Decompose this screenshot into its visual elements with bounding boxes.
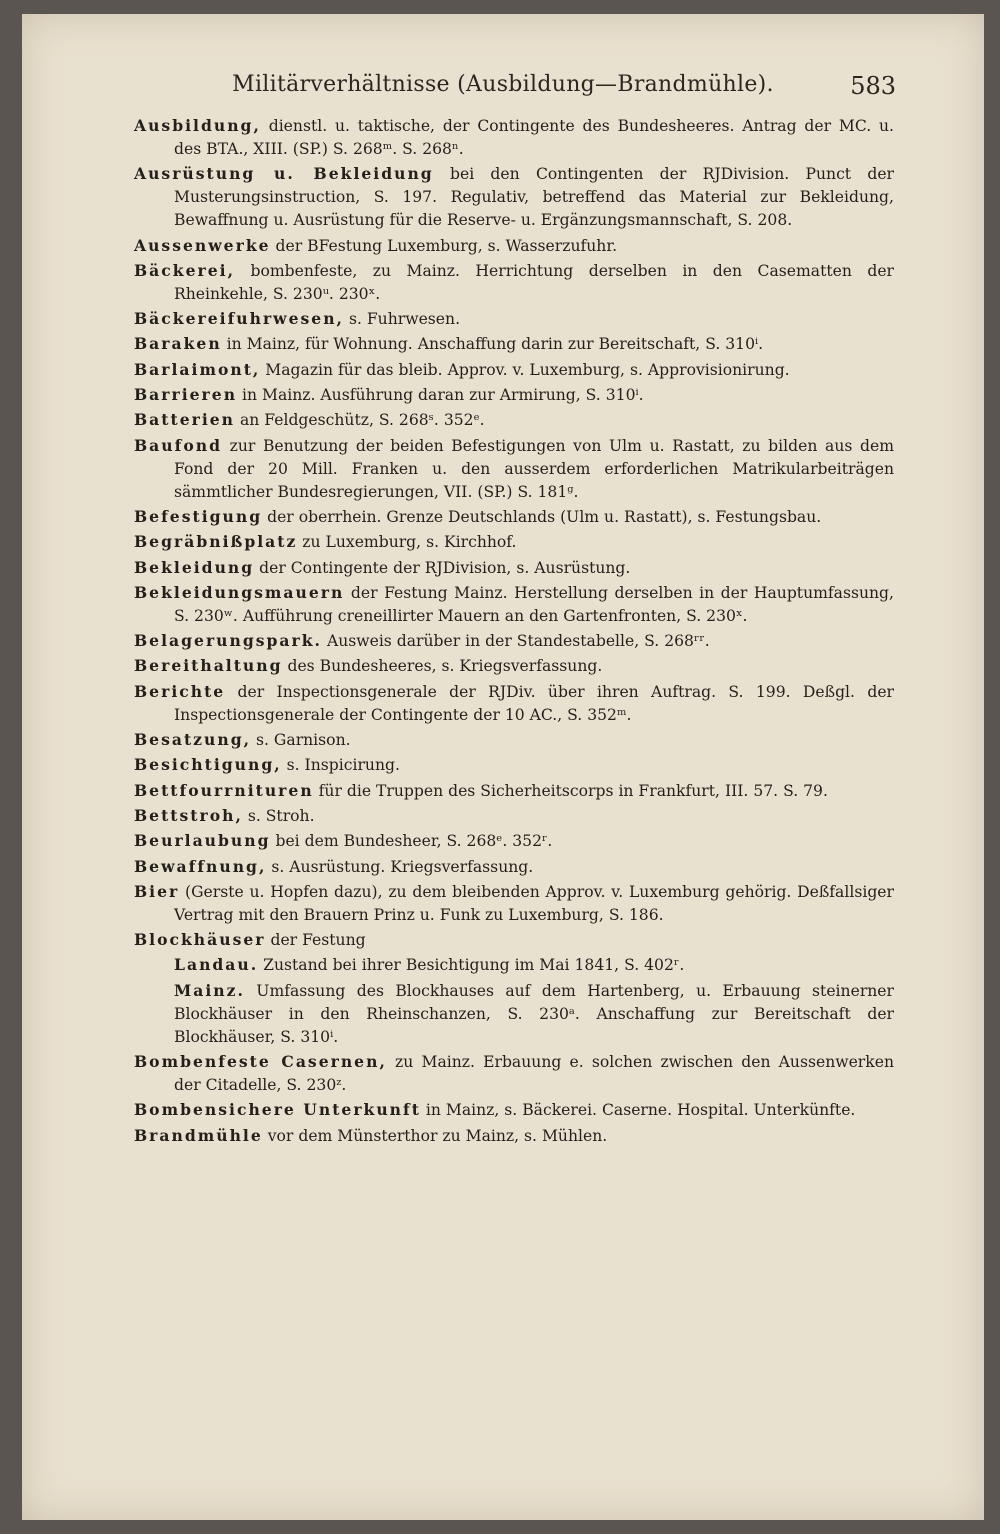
entry-text: dienstl. u. taktische, der Contingente des Bundesheeres. Antrag der MC. u. des BTA., XIII. (SP.) S. 268ᵐ. S. 268ⁿ. <box>174 117 894 158</box>
entry-text: zur Benutzung der beiden Befestigungen von Ulm u. Rastatt, zu bilden aus dem Fond der 20 Mill. Franken u. den ausserdem erforderlichen Matrikularbeiträgen sämmtlicher Bundesregierungen, VII. (SP.) S. 181ᵍ. <box>174 436 894 501</box>
entry-term: Baraken <box>134 334 222 354</box>
entry-term: Ausbildung, <box>134 116 261 135</box>
index-entry <box>134 307 894 331</box>
entry-text: bei den Contingenten der RJDivision. Punct der Musterungsinstruction, S. 197. Regulativ, betreffend das Material zur Bekleidung, Bewaffnung u. Ausrüstung für die Reserve- u. Ergänzungsmannschaft, S. 208. <box>174 165 894 230</box>
entry-term: Barlaimont, <box>134 359 261 379</box>
index-entry <box>134 629 894 653</box>
entry-term: Aussenwerke <box>134 235 271 255</box>
entry-term: Bekleidungsmauern <box>134 582 345 602</box>
entry-term: Brandmühle <box>134 1125 263 1145</box>
index-entries <box>134 114 894 1149</box>
entry-text: Magazin für das bleib. Approv. v. Luxemburg, s. Approvisionirung. <box>260 360 790 379</box>
entry-term: Bereithaltung <box>134 656 283 676</box>
entry-text: in Mainz, für Wohnung. Anschaffung darin zur Bereitschaft, S. 310ⁱ. <box>221 335 764 354</box>
entry-text: in Mainz. Ausführung daran zur Armirung, S. 310ⁱ. <box>237 386 644 405</box>
index-entry <box>134 581 894 628</box>
entry-text: zu Mainz. Erbauung e. solchen zwischen den Aussenwerken der Citadelle, S. 230ᶻ. <box>174 1053 894 1095</box>
index-entry <box>134 928 894 952</box>
entry-term: Barrieren <box>134 385 238 405</box>
index-entry <box>134 162 894 232</box>
entry-text: s. Stroh. <box>242 806 315 825</box>
index-entry <box>134 804 894 828</box>
entry-text: für die Truppen des Sicherheitscorps in Frankfurt, III. 57. S. 79. <box>313 781 828 800</box>
index-entry <box>134 332 894 356</box>
page-header <box>22 72 984 108</box>
entry-text: der Contingente der RJDivision, s. Ausrüstung. <box>254 558 631 577</box>
index-entry <box>134 753 894 777</box>
entry-text: an Feldgeschütz, S. 268ˢ. 352ᵉ. <box>235 411 485 430</box>
entry-term: Bettfourrnituren <box>134 780 314 800</box>
entry-text: vor dem Münsterthor zu Mainz, s. Mühlen. <box>262 1126 608 1145</box>
entry-text: zu Luxemburg, s. Kirchhof. <box>297 533 517 552</box>
entry-text: Zustand bei ihrer Besichtigung im Mai 1841, S. 402ʳ. <box>258 956 685 975</box>
entry-term: Ausrüstung u. Bekleidung <box>134 164 434 184</box>
entry-term: Batterien <box>134 410 236 430</box>
index-entry <box>134 556 894 580</box>
entry-text: in Mainz, s. Bäckerei. Caserne. Hospital. Unterkünfte. <box>420 1101 856 1120</box>
index-entry <box>134 530 894 554</box>
entry-term: Landau. <box>174 955 259 975</box>
entry-term: Baufond <box>134 435 222 455</box>
entry-text: der BFestung Luxemburg, s. Wasserzufuhr. <box>270 236 618 255</box>
index-entry <box>134 408 894 432</box>
index-entry <box>134 880 894 927</box>
entry-text: (Gerste u. Hopfen dazu), zu dem bleibenden Approv. v. Luxemburg gehörig. Deßfallsiger Vertrag mit den Brauern Prinz u. Funk zu Luxemburg, S. 186. <box>174 882 894 924</box>
entry-text: s. Garnison. <box>251 731 351 750</box>
entry-text: der oberrhein. Grenze Deutschlands (Ulm u. Rastatt), s. Festungsbau. <box>262 507 822 526</box>
entry-term: Besatzung, <box>134 730 252 750</box>
index-entry <box>134 680 894 727</box>
index-entry <box>134 434 894 504</box>
book-page <box>22 14 984 1520</box>
index-entry <box>134 855 894 879</box>
entry-text: s. Inspicirung. <box>281 756 400 775</box>
entry-text: Umfassung des Blockhauses auf dem Hartenberg, u. Erbauung steinerner Blockhäuser in den Rheinschanzen, S. 230ᵃ. Anschaffung zur Bereitschaft der Blockhäuser, S. 310ⁱ. <box>174 981 894 1046</box>
entry-term: Berichte <box>134 681 226 701</box>
entry-text: der Festung <box>265 931 366 950</box>
entry-text: des Bundesheeres, s. Kriegsverfassung. <box>282 657 603 676</box>
entry-text: bombenfeste, zu Mainz. Herrichtung derselben in den Casematten der Rheinkehle, S. 230ᵘ. 230ˣ. <box>174 261 894 303</box>
entry-term: Bekleidung <box>134 557 255 577</box>
entry-term: Bäckereifuhrwesen, <box>134 309 344 329</box>
index-entry <box>134 829 894 853</box>
entry-text: Ausweis darüber in der Standestabelle, S. 268ʳʳ. <box>321 632 710 651</box>
entry-term: Bewaffnung, <box>134 856 267 876</box>
index-entry <box>134 383 894 407</box>
index-entry <box>134 728 894 752</box>
entry-text: s. Ausrüstung. Kriegsverfassung. <box>266 857 534 876</box>
index-entry <box>134 779 894 803</box>
index-subentry <box>134 953 894 977</box>
entry-term: Beurlaubung <box>134 831 271 851</box>
entry-term: Blockhäuser <box>134 930 266 950</box>
index-entry <box>134 654 894 678</box>
index-entry <box>134 1098 894 1122</box>
entry-term: Bombenfeste Casernen, <box>134 1052 387 1072</box>
index-entry <box>134 358 894 382</box>
index-entry <box>134 1050 894 1097</box>
index-entry <box>134 259 894 306</box>
index-subentry <box>134 979 894 1049</box>
entry-term: Begräbnißplatz <box>134 532 298 552</box>
entry-text: bei dem Bundesheer, S. 268ᵉ. 352ʳ. <box>270 832 553 851</box>
index-entry <box>134 234 894 258</box>
entry-term: Belagerungspark. <box>134 631 322 651</box>
entry-term: Mainz. <box>174 980 245 1000</box>
entry-text: der Inspectionsgenerale der RJDiv. über ihren Auftrag. S. 199. Deßgl. der Inspectionsgenerale der Contingente der 10 AC., S. 352ᵐ. <box>174 682 894 724</box>
running-head: Militärverhältnisse (Ausbildung—Brandmühle). <box>232 72 774 97</box>
entry-term: Bäckerei, <box>134 260 235 280</box>
entry-text: s. Fuhrwesen. <box>343 310 461 329</box>
entry-term: Bettstroh, <box>134 805 243 825</box>
entry-term: Bombensichere Unterkunft <box>134 1100 421 1120</box>
entry-term: Besichtigung, <box>134 755 282 775</box>
page-number: 583 <box>850 72 896 100</box>
index-entry <box>134 114 894 161</box>
index-entry <box>134 505 894 529</box>
entry-text: der Festung Mainz. Herstellung derselben in der Hauptumfassung, S. 230ʷ. Aufführung creneillirter Mauern an den Gartenfronten, S. 230ˣ. <box>174 583 894 625</box>
entry-term: Befestigung <box>134 506 263 526</box>
index-entry <box>134 1124 894 1148</box>
entry-term: Bier <box>134 881 180 901</box>
